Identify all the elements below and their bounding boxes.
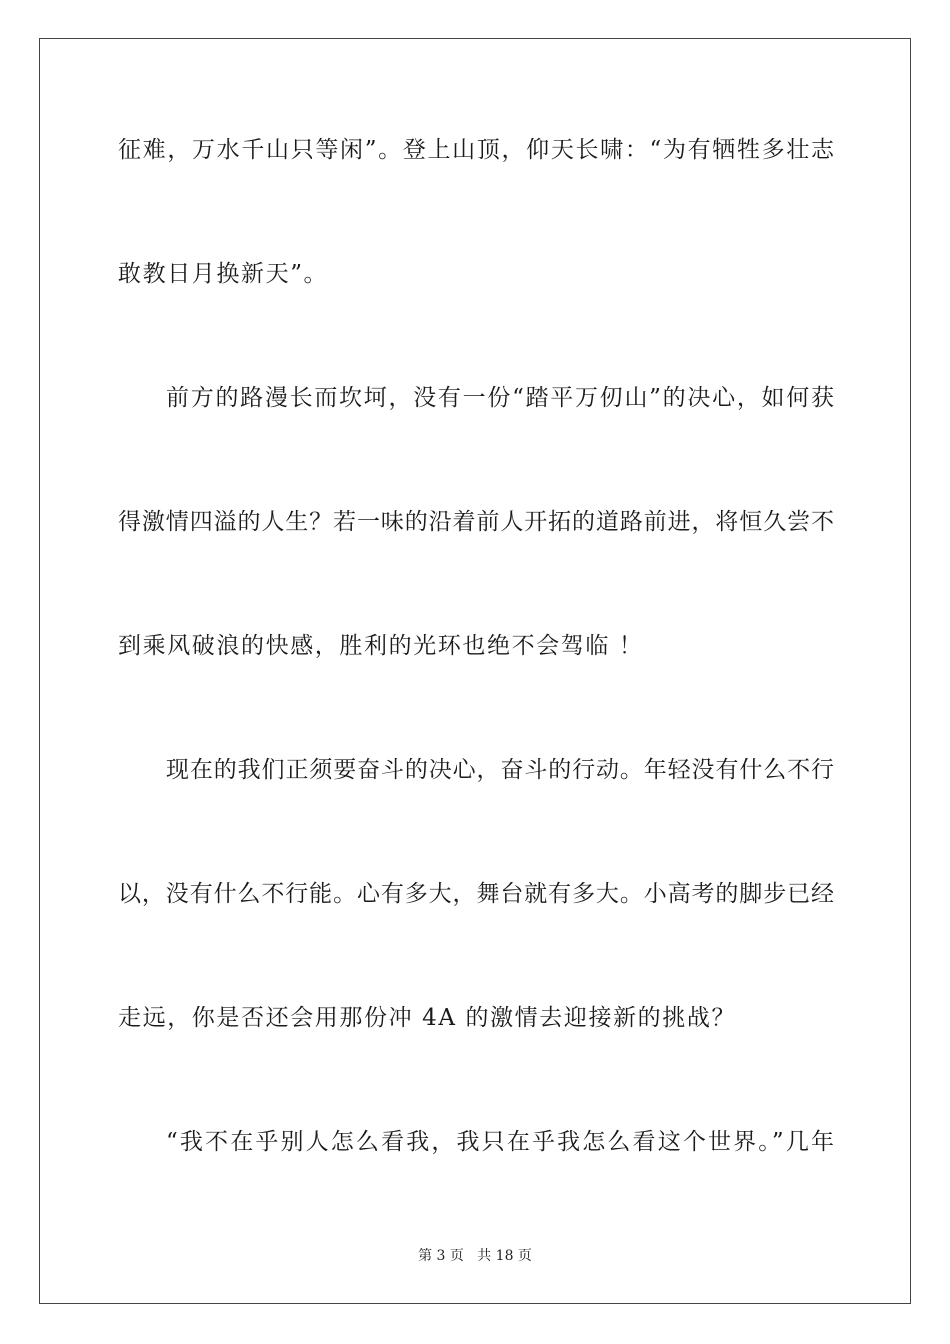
paragraph-first-line: 前方的路漫长而坎坷，没有一份“踏平万仞山”的决心，如何获 [166,385,834,411]
text-line: 敢教日月换新天”。 [118,261,329,287]
paragraph-first-line: 现在的我们正须要奋斗的决心，奋斗的行动。年轻没有什么不行 [166,757,834,783]
text-line: 到乘风破浪的快感，胜利的光环也绝不会驾临 ！ [118,633,644,659]
page-number-footer: 第 3 页 共 18 页 [418,1248,532,1264]
paragraph-first-line: “我不在乎别人怎么看我，我只在乎我怎么看这个世界。”几年 [166,1129,834,1155]
text-line: 得激情四溢的人生？若一味的沿着前人开拓的道路前进，将恒久尝不 [118,509,834,535]
text-line: 征难，万水千山只等闲”。登上山顶，仰天长啸：“为有牺牲多壮志 [118,137,834,163]
text-line: 走远，你是否还会用那份冲 4A 的激情去迎接新的挑战？ [118,1005,737,1031]
page-border [39,38,911,1304]
text-line: 以，没有什么不行能。心有多大，舞台就有多大。小高考的脚步已经 [118,881,834,907]
